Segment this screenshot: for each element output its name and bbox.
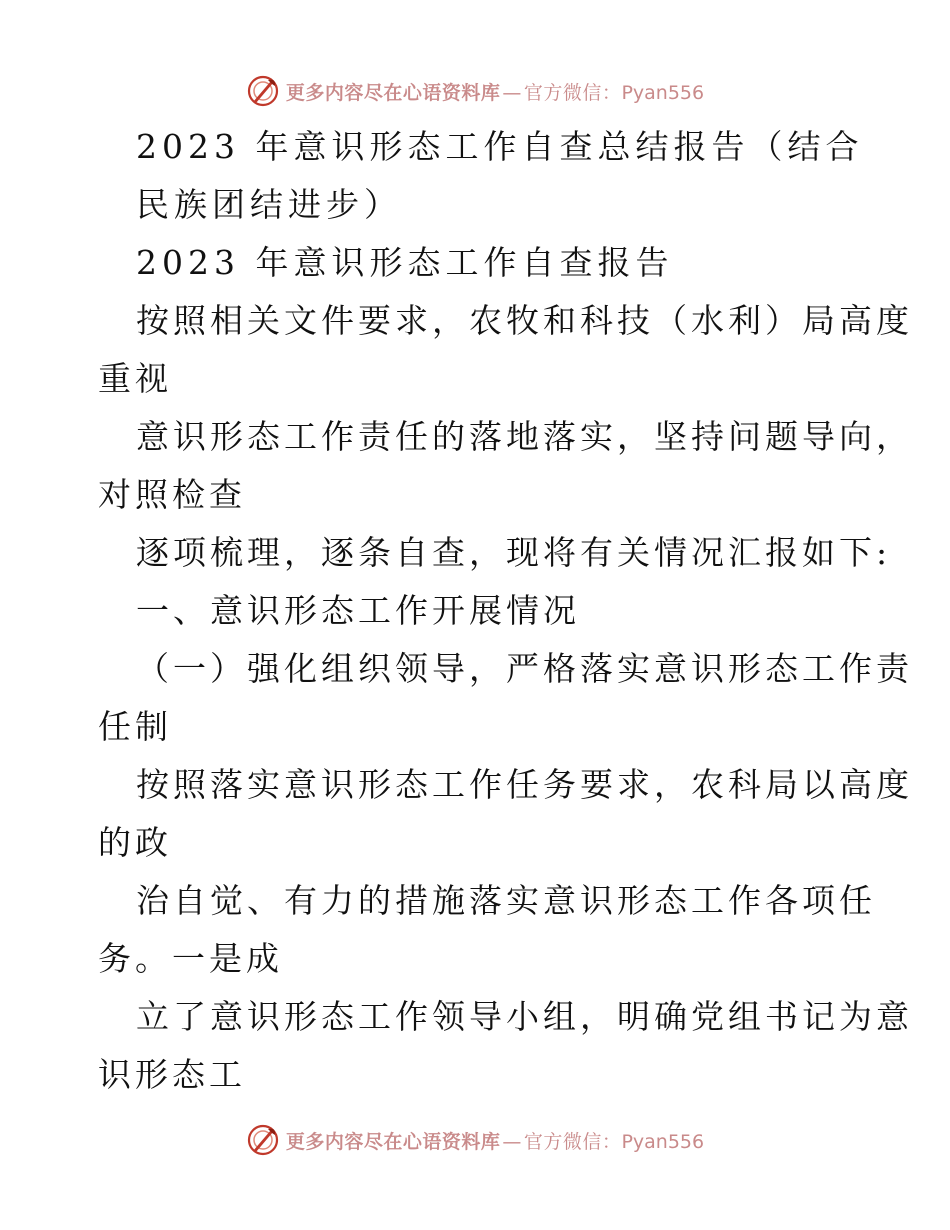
subsection-heading: （一）强化组织领导，严格落实意识形态工作责 <box>136 649 913 688</box>
watermark-brand: 更多内容尽在心语资料库 <box>285 1130 501 1153</box>
document-title-line-1: 2023 年意识形态工作自查总结报告（结合 <box>136 127 864 166</box>
quill-logo-icon <box>246 74 280 108</box>
watermark-text <box>286 78 704 105</box>
subsection-heading-cont: 任制 <box>98 707 172 746</box>
paragraph-line: 务。一是成 <box>98 939 283 978</box>
paragraph-line: 对照检查 <box>98 475 246 514</box>
paragraph-line: 按照落实意识形态工作任务要求，农科局以高度 <box>136 765 913 804</box>
quill-logo-icon <box>246 1123 280 1157</box>
paragraph-line: 的政 <box>98 823 172 862</box>
watermark-account: Pyan556 <box>621 1130 705 1153</box>
watermark-dash: — <box>502 81 522 104</box>
footer-watermark <box>0 1120 950 1160</box>
paragraph-line: 立了意识形态工作领导小组，明确党组书记为意 <box>136 997 913 1036</box>
watermark-label: 官方微信： <box>523 1130 622 1153</box>
header-watermark <box>0 71 950 111</box>
document-subtitle: 2023 年意识形态工作自查报告 <box>136 243 674 282</box>
watermark-dash: — <box>502 1130 522 1153</box>
watermark-label: 官方微信： <box>523 81 622 104</box>
watermark-text <box>286 1127 704 1154</box>
watermark-brand: 更多内容尽在心语资料库 <box>285 81 501 104</box>
paragraph-line: 意识形态工作责任的落地落实，坚持问题导向， <box>136 417 913 456</box>
document-title-line-2: 民族团结进步） <box>136 185 402 224</box>
section-heading: 一、意识形态工作开展情况 <box>136 591 580 630</box>
paragraph-line: 重视 <box>98 359 172 398</box>
paragraph-line: 识形态工 <box>98 1055 246 1094</box>
paragraph-line: 按照相关文件要求，农牧和科技（水利）局高度 <box>136 301 913 340</box>
paragraph-line: 逐项梳理，逐条自查，现将有关情况汇报如下: <box>136 533 892 572</box>
watermark-account: Pyan556 <box>621 81 705 104</box>
paragraph-line: 治自觉、有力的措施落实意识形态工作各项任 <box>136 881 876 920</box>
